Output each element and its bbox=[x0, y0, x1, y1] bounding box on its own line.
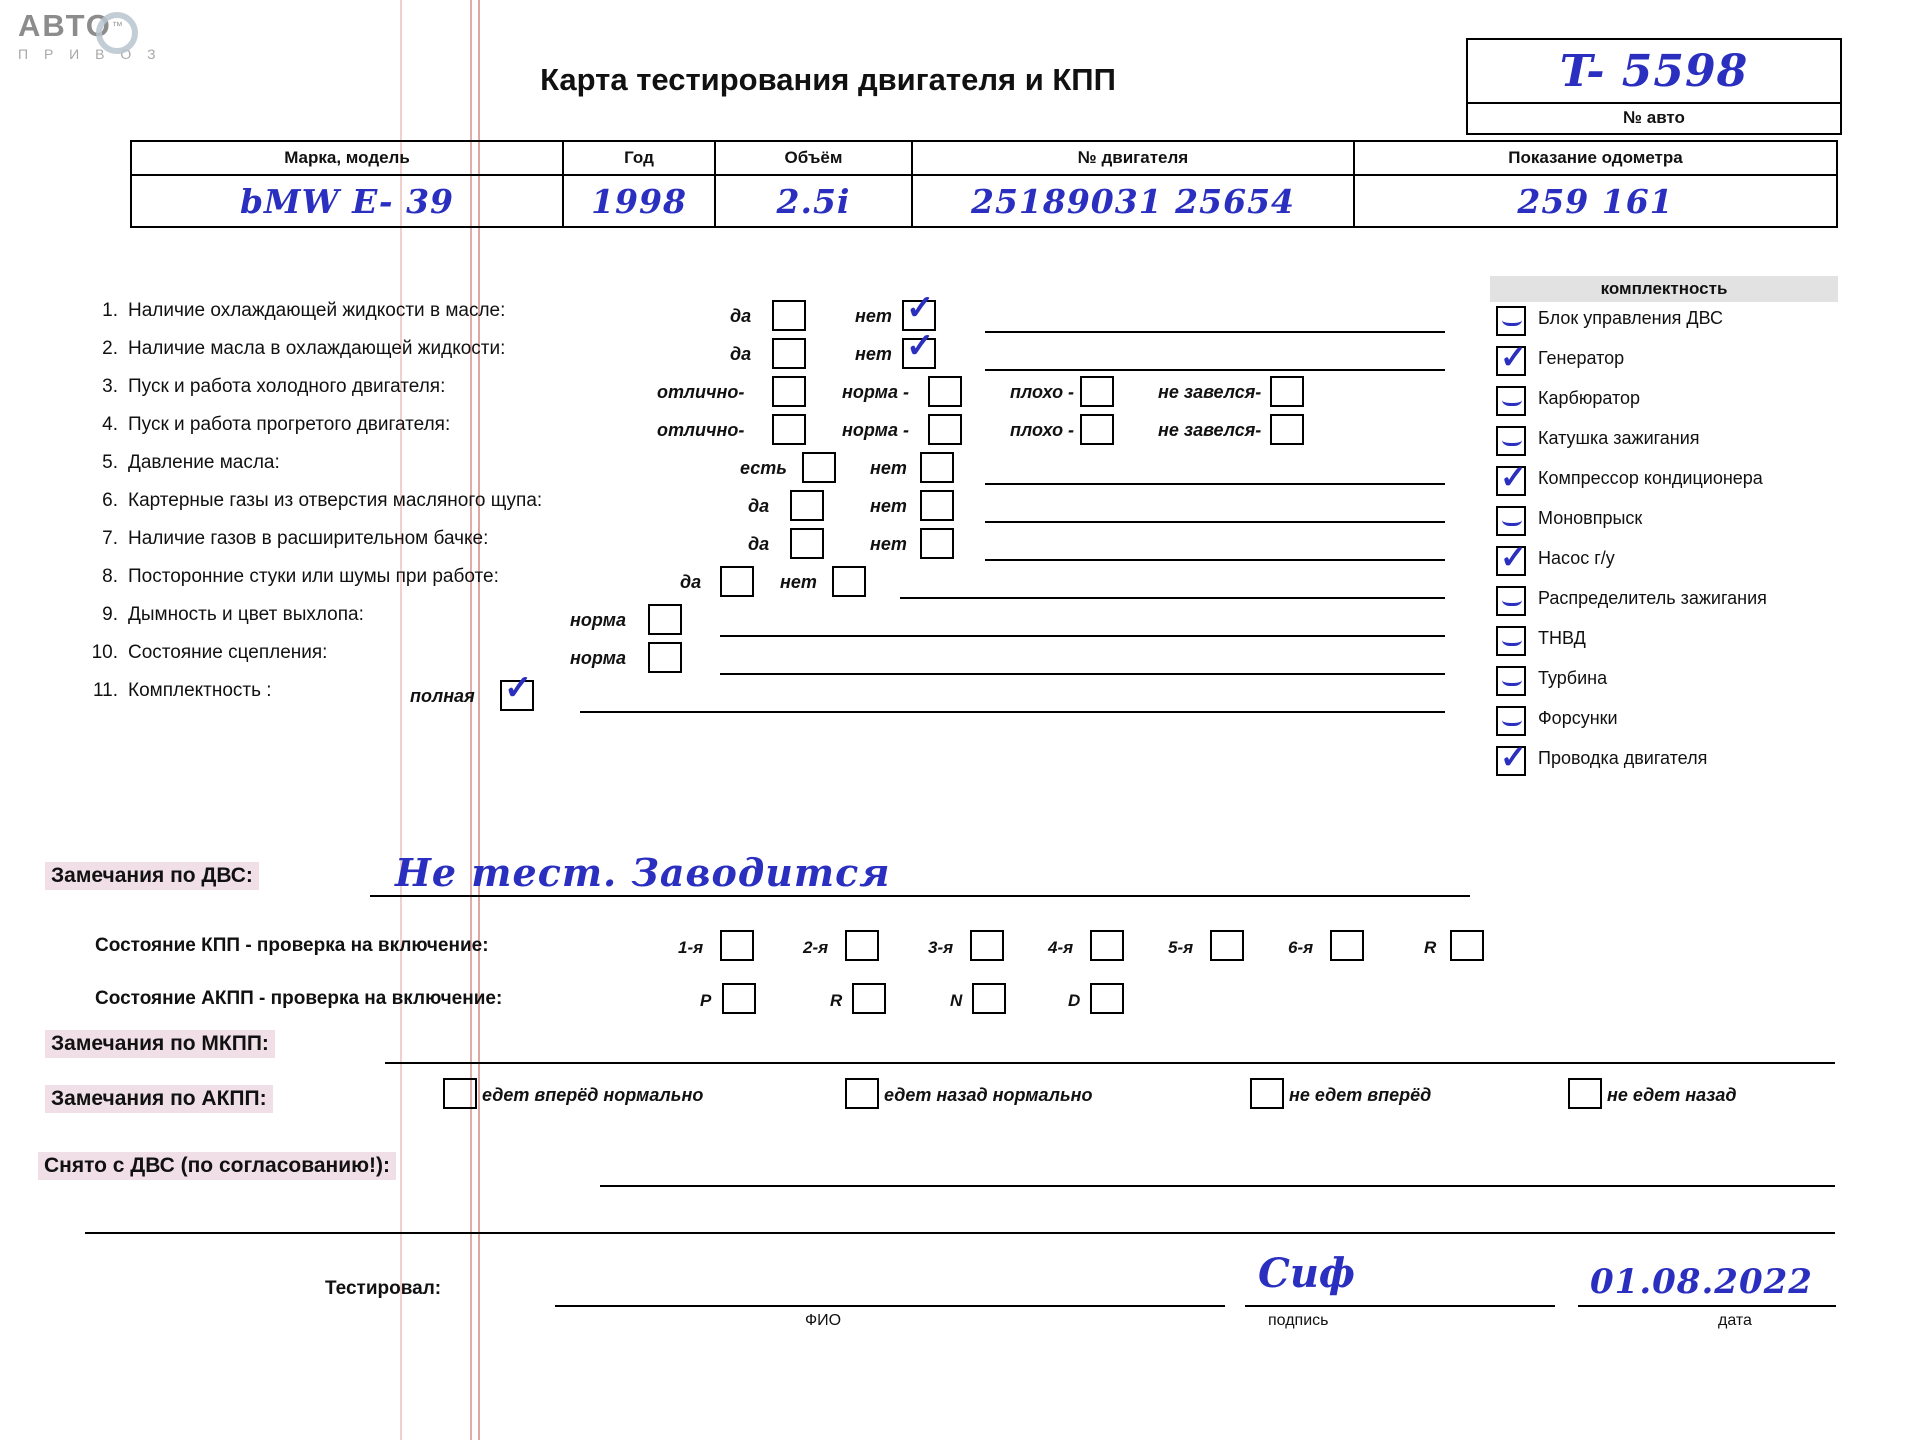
th-volume: Объём bbox=[715, 141, 912, 175]
komplektnost-item-4-check: ✓ bbox=[1500, 458, 1527, 496]
item-9-number: 9. bbox=[102, 604, 118, 625]
item-7-opt-1-box[interactable] bbox=[920, 528, 954, 559]
item-11-opt-0-label: полная bbox=[410, 686, 475, 706]
item-7-comment-line[interactable] bbox=[985, 559, 1445, 561]
checklist-item-1 bbox=[80, 288, 1470, 338]
item-6-number: 6. bbox=[102, 490, 118, 511]
akpp-mode-n-box[interactable] bbox=[972, 983, 1006, 1014]
logo-ring-icon bbox=[96, 12, 138, 54]
kpp-label: Состояние КПП - проверка на включение: bbox=[95, 935, 489, 956]
tested-by-line[interactable] bbox=[555, 1305, 1225, 1307]
td-odometer: 259 161 bbox=[1354, 175, 1837, 227]
kpp-gear-r-box[interactable] bbox=[1450, 930, 1484, 961]
kpp-gear-2-label: 2-я bbox=[803, 938, 829, 957]
item-7-opt-0-box[interactable] bbox=[790, 528, 824, 559]
kpp-gear-6-box[interactable] bbox=[1330, 930, 1364, 961]
checklist-item-5 bbox=[80, 452, 1470, 490]
item-5-opt-1-label: нет bbox=[870, 458, 907, 478]
akpp-mode-n-label: N bbox=[950, 991, 963, 1010]
kpp-gear-4-label: 4-я bbox=[1048, 938, 1074, 957]
komplektnost-item-7-label: Распределитель зажигания bbox=[1538, 588, 1767, 608]
item-8-number: 8. bbox=[102, 566, 118, 587]
checklist-item-6 bbox=[80, 490, 1470, 528]
komplektnost-item-7-dash-mark bbox=[1502, 591, 1522, 606]
komplektnost-item-9[interactable] bbox=[1490, 662, 1838, 702]
komplektnost-item-6[interactable] bbox=[1490, 538, 1838, 582]
kpp-gear-5-label: 5-я bbox=[1168, 938, 1194, 957]
item-3-label: Пуск и работа холодного двигателя: bbox=[128, 376, 446, 397]
komplektnost-item-10-label: Форсунки bbox=[1538, 708, 1618, 728]
akpp-option-1-label: едет назад нормально bbox=[884, 1085, 1093, 1105]
item-5-label: Давление масла: bbox=[128, 452, 280, 473]
item-2-opt-0-box[interactable] bbox=[772, 338, 806, 369]
akpp-mode-p-label: P bbox=[700, 991, 712, 1010]
komplektnost-item-10[interactable] bbox=[1490, 702, 1838, 742]
akpp-mode-r-box[interactable] bbox=[852, 983, 886, 1014]
item-3-opt-2-box[interactable] bbox=[1080, 376, 1114, 407]
komplektnost-item-1[interactable] bbox=[1490, 338, 1838, 382]
item-11-opt-0-check: ✓ bbox=[504, 668, 533, 708]
item-6-label: Картерные газы из отверстия масляного щупа: bbox=[128, 490, 543, 511]
item-3-opt-1-box[interactable] bbox=[928, 376, 962, 407]
akpp-option-0-label: едет вперёд нормально bbox=[482, 1085, 704, 1105]
item-8-comment-line[interactable] bbox=[900, 597, 1445, 599]
item-4-opt-2-box[interactable] bbox=[1080, 414, 1114, 445]
komplektnost-item-8[interactable] bbox=[1490, 622, 1838, 662]
date-line[interactable] bbox=[1578, 1305, 1836, 1307]
removed-line-2[interactable] bbox=[85, 1232, 1835, 1234]
item-4-opt-0-box[interactable] bbox=[772, 414, 806, 445]
notes-mkpp-label: Замечания по МКПП: bbox=[45, 1030, 275, 1058]
checklist-item-7 bbox=[80, 528, 1470, 566]
komplektnost-item-4-label: Компрессор кондиционера bbox=[1538, 468, 1763, 488]
komplektnost-item-2-dash-mark bbox=[1502, 391, 1522, 406]
th-engine-no: № двигателя bbox=[912, 141, 1354, 175]
item-3-opt-3-label: не завелся- bbox=[1158, 382, 1262, 402]
notes-dvs-label: Замечания по ДВС: bbox=[45, 862, 259, 890]
komplektnost-item-0-label: Блок управления ДВС bbox=[1538, 308, 1723, 328]
item-10-opt-0-label: норма bbox=[570, 648, 626, 668]
item-6-opt-1-label: нет bbox=[870, 496, 907, 516]
item-2-opt-0-label: да bbox=[730, 344, 752, 364]
akpp-mode-d-label: D bbox=[1068, 991, 1081, 1010]
komplektnost-item-11-label: Проводка двигателя bbox=[1538, 748, 1708, 768]
item-5-opt-1-box[interactable] bbox=[920, 452, 954, 483]
item-9-comment-line[interactable] bbox=[720, 635, 1445, 637]
akpp-option-0-box[interactable] bbox=[443, 1078, 477, 1109]
vehicle-info-table bbox=[130, 140, 1838, 228]
akpp-option-1-box[interactable] bbox=[845, 1078, 879, 1109]
signature-value: Сиф bbox=[1258, 1250, 1355, 1297]
item-5-opt-0-label: есть bbox=[740, 458, 787, 478]
item-1-opt-0-box[interactable] bbox=[772, 300, 806, 331]
komplektnost-item-8-dash-mark bbox=[1502, 631, 1522, 646]
notes-dvs-value: Не тест. Заводится bbox=[395, 850, 891, 895]
komplektnost-item-1-label: Генератор bbox=[1538, 348, 1625, 368]
komplektnost-item-0[interactable] bbox=[1490, 302, 1838, 342]
signature-line[interactable] bbox=[1245, 1305, 1555, 1307]
item-10-comment-line[interactable] bbox=[720, 673, 1445, 675]
date-label: дата bbox=[1718, 1312, 1752, 1329]
th-year: Год bbox=[563, 141, 715, 175]
page-title: Карта тестирования двигателя и КПП bbox=[540, 62, 1116, 97]
item-8-label: Посторонние стуки или шумы при работе: bbox=[128, 566, 499, 587]
item-6-opt-0-label: да bbox=[748, 496, 770, 516]
item-9-opt-0-box[interactable] bbox=[648, 604, 682, 635]
checklist-item-8 bbox=[80, 566, 1470, 604]
kpp-gear-r-label: R bbox=[1424, 938, 1437, 957]
engine-checklist bbox=[80, 288, 1470, 718]
komplektnost-item-9-label: Турбина bbox=[1538, 668, 1608, 688]
item-1-label: Наличие охлаждающей жидкости в масле: bbox=[128, 300, 506, 321]
akpp-mode-p-box[interactable] bbox=[722, 983, 756, 1014]
item-4-label: Пуск и работа прогретого двигателя: bbox=[128, 414, 451, 435]
item-9-opt-0-label: норма bbox=[570, 610, 626, 630]
td-mark: bMW E- 39 bbox=[131, 175, 563, 227]
item-1-number: 1. bbox=[102, 300, 118, 321]
removed-label: Снято с ДВС (по согласованию!): bbox=[38, 1152, 396, 1180]
logo-brand: АВТО bbox=[18, 8, 112, 43]
car-number-box bbox=[1466, 38, 1842, 135]
item-5-comment-line[interactable] bbox=[985, 483, 1445, 485]
item-6-comment-line[interactable] bbox=[985, 521, 1445, 523]
item-1-comment-line[interactable] bbox=[985, 331, 1445, 333]
item-9-label: Дымность и цвет выхлопа: bbox=[128, 604, 364, 625]
checklist-item-4 bbox=[80, 414, 1470, 452]
car-number-value: T- 5598 bbox=[1559, 45, 1749, 97]
komplektnost-item-5[interactable] bbox=[1490, 502, 1838, 542]
item-5-opt-0-box[interactable] bbox=[802, 452, 836, 483]
kpp-gear-3-label: 3-я bbox=[928, 938, 954, 957]
tested-by-label: Тестировал: bbox=[325, 1278, 442, 1299]
item-3-opt-1-label: норма - bbox=[842, 382, 909, 402]
item-4-opt-1-box[interactable] bbox=[928, 414, 962, 445]
akpp-option-2-box[interactable] bbox=[1250, 1078, 1284, 1109]
checklist-item-9 bbox=[80, 604, 1470, 642]
item-4-number: 4. bbox=[102, 414, 118, 435]
item-3-opt-3-box[interactable] bbox=[1270, 376, 1304, 407]
checklist-item-2 bbox=[80, 326, 1470, 376]
item-7-opt-0-label: да bbox=[748, 534, 770, 554]
item-2-comment-line[interactable] bbox=[985, 369, 1445, 371]
fio-label: ФИО bbox=[805, 1312, 842, 1329]
item-8-opt-0-box[interactable] bbox=[720, 566, 754, 597]
item-3-number: 3. bbox=[102, 376, 118, 397]
item-3-opt-2-label: плохо - bbox=[1010, 382, 1075, 402]
date-value: 01.08.2022 bbox=[1590, 1262, 1813, 1302]
item-4-opt-3-box[interactable] bbox=[1270, 414, 1304, 445]
item-7-opt-1-label: нет bbox=[870, 534, 907, 554]
komplektnost-item-5-label: Моновпрыск bbox=[1538, 508, 1643, 528]
item-8-opt-1-label: нет bbox=[780, 572, 817, 592]
akpp-option-2-label: не едет вперёд bbox=[1289, 1085, 1432, 1105]
item-10-number: 10. bbox=[91, 642, 118, 663]
komplektnost-item-7[interactable] bbox=[1490, 582, 1838, 622]
kpp-gear-4-box[interactable] bbox=[1090, 930, 1124, 961]
item-5-number: 5. bbox=[102, 452, 118, 473]
komplektnost-item-11[interactable] bbox=[1490, 738, 1838, 782]
komplektnost-item-3[interactable] bbox=[1490, 422, 1838, 462]
th-mark: Марка, модель bbox=[131, 141, 563, 175]
komplektnost-item-1-check: ✓ bbox=[1500, 338, 1527, 376]
komplektnost-item-10-dash-mark bbox=[1502, 711, 1522, 726]
item-2-opt-1-check: ✓ bbox=[906, 326, 935, 366]
item-2-label: Наличие масла в охлаждающей жидкости: bbox=[128, 338, 506, 359]
logo-sub: П Р И В О З bbox=[18, 46, 162, 62]
komplektnost-item-3-dash-mark bbox=[1502, 431, 1522, 446]
item-11-number: 11. bbox=[92, 680, 118, 701]
notes-akpp-label: Замечания по АКПП: bbox=[45, 1085, 273, 1113]
td-engine-no: 25189031 25654 bbox=[912, 175, 1354, 227]
item-6-opt-0-box[interactable] bbox=[790, 490, 824, 521]
item-11-comment-line[interactable] bbox=[580, 711, 1445, 713]
td-year: 1998 bbox=[563, 175, 715, 227]
item-10-opt-0-box[interactable] bbox=[648, 642, 682, 673]
komplektnost-item-2-label: Карбюратор bbox=[1538, 388, 1641, 408]
checklist-item-3 bbox=[80, 376, 1470, 414]
komplektnost-panel bbox=[1490, 276, 1838, 782]
checklist-item-10 bbox=[80, 642, 1470, 680]
kpp-gear-6-label: 6-я bbox=[1288, 938, 1314, 957]
item-2-number: 2. bbox=[102, 338, 118, 359]
checklist-item-11 bbox=[80, 668, 1470, 718]
komplektnost-item-8-label: ТНВД bbox=[1538, 628, 1586, 648]
komplektnost-item-2[interactable] bbox=[1490, 382, 1838, 422]
item-2-opt-1-label: нет bbox=[855, 344, 892, 364]
item-11-label: Комплектность : bbox=[128, 680, 272, 701]
komplektnost-item-3-label: Катушка зажигания bbox=[1538, 428, 1700, 448]
item-1-opt-0-label: да bbox=[730, 306, 752, 326]
akpp-label: Состояние АКПП - проверка на включение: bbox=[95, 988, 503, 1009]
item-10-label: Состояние сцепления: bbox=[128, 642, 328, 663]
removed-line-1[interactable] bbox=[600, 1185, 1835, 1187]
item-1-opt-1-label: нет bbox=[855, 306, 892, 326]
logo-tm: ™ bbox=[111, 20, 123, 33]
komplektnost-header: комплектность bbox=[1490, 276, 1838, 302]
item-4-opt-3-label: не завелся- bbox=[1158, 420, 1262, 440]
item-8-opt-1-box[interactable] bbox=[832, 566, 866, 597]
th-odometer: Показание одометра bbox=[1354, 141, 1837, 175]
komplektnost-item-6-check: ✓ bbox=[1500, 538, 1527, 576]
akpp-mode-d-box[interactable] bbox=[1090, 983, 1124, 1014]
akpp-option-3-label: не едет назад bbox=[1607, 1085, 1737, 1105]
item-4-opt-0-label: отлично- bbox=[657, 420, 745, 440]
item-4-opt-1-label: норма - bbox=[842, 420, 909, 440]
kpp-gear-3-box[interactable] bbox=[970, 930, 1004, 961]
komplektnost-item-0-dash-mark bbox=[1502, 311, 1522, 326]
item-1-opt-1-check: ✓ bbox=[906, 288, 935, 328]
td-volume: 2.5i bbox=[715, 175, 912, 227]
kpp-gear-1-box[interactable] bbox=[720, 930, 754, 961]
item-4-opt-2-label: плохо - bbox=[1010, 420, 1075, 440]
item-3-opt-0-label: отлично- bbox=[657, 382, 745, 402]
item-7-number: 7. bbox=[102, 528, 118, 549]
komplektnost-item-4[interactable] bbox=[1490, 458, 1838, 502]
signature-label: подпись bbox=[1268, 1312, 1329, 1329]
kpp-gear-1-label: 1-я bbox=[678, 938, 704, 957]
table-value-row bbox=[131, 175, 1837, 227]
item-3-opt-0-box[interactable] bbox=[772, 376, 806, 407]
akpp-option-3-box[interactable] bbox=[1568, 1078, 1602, 1109]
car-number-label: № авто bbox=[1468, 102, 1840, 132]
komplektnost-item-11-check: ✓ bbox=[1500, 738, 1527, 776]
item-6-opt-1-box[interactable] bbox=[920, 490, 954, 521]
komplektnost-item-9-dash-mark bbox=[1502, 671, 1522, 686]
komplektnost-item-5-dash-mark bbox=[1502, 511, 1522, 526]
table-header-row bbox=[131, 141, 1837, 175]
notes-mkpp-line[interactable] bbox=[385, 1062, 1835, 1064]
avtoprivoz-logo bbox=[18, 8, 168, 70]
kpp-gear-5-box[interactable] bbox=[1210, 930, 1244, 961]
item-7-label: Наличие газов в расширительном бачке: bbox=[128, 528, 489, 549]
item-8-opt-0-label: да bbox=[680, 572, 702, 592]
kpp-gear-2-box[interactable] bbox=[845, 930, 879, 961]
komplektnost-item-6-label: Насос г/у bbox=[1538, 548, 1615, 568]
akpp-mode-r-label: R bbox=[830, 991, 843, 1010]
notes-dvs-line[interactable] bbox=[370, 895, 1470, 897]
